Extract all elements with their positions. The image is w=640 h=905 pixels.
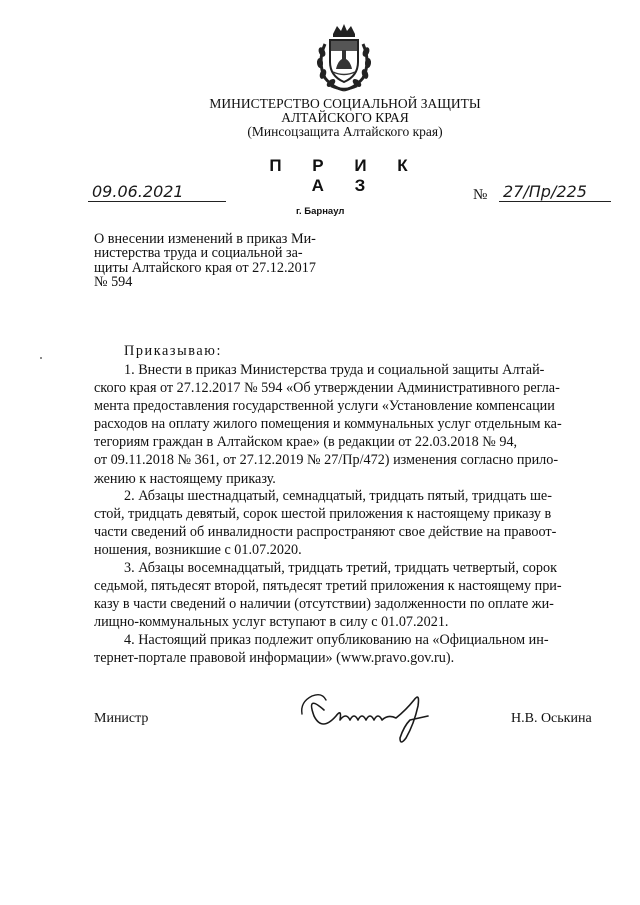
paragraph-3 [94, 559, 615, 631]
paragraph-line: ского края от 27.12.2017 № 594 «Об утверждении Административного регла- [94, 380, 560, 397]
order-title: П Р И К А З [269, 156, 421, 195]
paragraph-line: 4. Настоящий приказ подлежит опубликованию на «Официальном ин- [124, 632, 549, 648]
subject-line: щиты Алтайского края от 27.12.2017 [94, 259, 316, 276]
subject-line: О внесении изменений в приказ Ми- [94, 231, 316, 247]
paragraph-line: ношения, возникшие с 01.07.2020. [94, 542, 302, 559]
paragraph-4 [94, 631, 615, 667]
paragraph-line: тернет-портале правовой информации» (www.pravo.gov.ru). [94, 650, 455, 667]
coat-of-arms-icon [311, 22, 377, 94]
paragraph-line: мента предоставления государственной услуги «Установление компенсации [94, 398, 555, 415]
paragraph-line: от 09.11.2018 № 361, от 27.12.2019 № 27/Пр/472) изменения согласно прило- [94, 452, 559, 469]
paragraph-line: 1. Внести в приказ Министерства труда и социальной защиты Алтай- [124, 362, 545, 378]
signatory-name: Н.В. Оськина [511, 711, 592, 726]
number-underline [499, 201, 611, 202]
paragraph-line: лищно-коммунальных услуг вступают в силу с 01.07.2021. [94, 614, 449, 631]
paragraph-line: 3. Абзацы восемнадцатый, тридцать третий, тридцать четвертый, сорок [124, 560, 557, 576]
ministry-short-name: (Минсоцзащита Алтайского края) [247, 124, 443, 139]
order-number-prefix: № [473, 187, 488, 203]
paragraph-1 [94, 361, 615, 488]
paragraph-line: части сведений об инвалидности распространяют свое действие на правоот- [94, 524, 557, 541]
subject-line: № 594 [94, 273, 133, 290]
signatory-role: Министр [94, 711, 149, 726]
city: г. Барнаул [296, 206, 345, 217]
paragraph-2 [94, 487, 615, 559]
margin-dot [40, 357, 42, 359]
ministry-name-line1: МИНИСТЕРСТВО СОЦИАЛЬНОЙ ЗАЩИТЫ [209, 96, 481, 111]
order-subject [94, 232, 338, 289]
paragraph-line: седьмой, пятьдесят второй, пятьдесят третий приложения к настоящему при- [94, 578, 562, 595]
ministry-name-line2: АЛТАЙСКОГО КРАЯ [281, 110, 409, 125]
prikazyvayu: Приказываю: [124, 343, 222, 359]
paragraph-line: стой, тридцать девятый, сорок шестой приложения к настоящему приказу в [94, 506, 552, 523]
paragraph-line: тегориям граждан в Алтайском крае» (в редакции от 22.03.2018 № 94, [94, 434, 518, 451]
date-underline [88, 201, 226, 202]
signature-icon [296, 680, 446, 748]
paragraph-line: расходов на оплату жилого помещения и коммунальных услуг отдельным ка- [94, 416, 562, 433]
paragraph-line: казу в части сведений о наличии (отсутствии) задолженности по оплате жи- [94, 596, 554, 613]
subject-line: нистерства труда и социальной за- [94, 245, 303, 262]
paragraph-line: 2. Абзацы шестнадцатый, семнадцатый, тридцать пятый, тридцать ше- [124, 488, 552, 504]
order-number: 27/Пр/225 [503, 182, 587, 201]
order-date: 09.06.2021 [92, 182, 184, 201]
paragraph-line: жению к настоящему приказу. [94, 470, 276, 487]
